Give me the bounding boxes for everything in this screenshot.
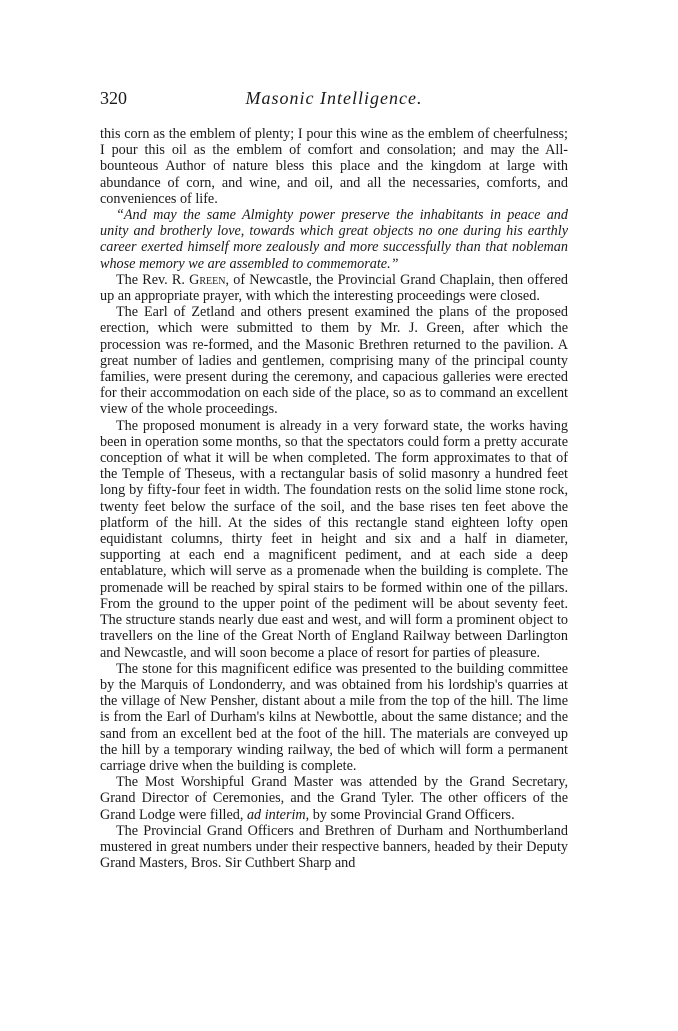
paragraph-grand-officers-suffix: , by some Provincial Grand Officers. (305, 806, 515, 823)
paragraph-chaplain-suffix: , of Newcastle, the Provincial Grand Chaplain, then offered up an appropriate prayer, with which the interesting proceedings were closed. (100, 271, 569, 305)
paragraph-chaplain-prefix: The Rev. R. (116, 271, 190, 288)
article-body (100, 126, 568, 871)
paragraph-libation: this corn as the emblem of plenty; I pour this wine as the emblem of cheerfulness; I pour this oil as the emblem of comfort and consolation; and may the All-bounteous Author of nature bless this place and the kingdom at large with abundance of corn, and wine, and oil, and all the necessaries, comforts, and conveniences of life. (100, 126, 568, 207)
paragraph-monument-description: The proposed monument is already in a very forward state, the works having been in operation some months, so that the spectators could form a pretty accurate conception of what it will be when completed. The form approximates to that of the Temple of Theseus, with a rectangular basis of solid masonry a hundred feet long by fifty-four feet in width. The foundation rests on the solid lime stone rock, twenty feet below the surface of the soil, and the base rises ten feet above the platform of the hill. At the sides of this rectangle stand eighteen lofty open equidistant columns, thirty feet in height and six and a half in diameter, supporting at each end a magnificent pediment, and at each side a deep entablature, which will serve as a promenade when the building is complete. The promenade will be reached by spiral stairs to be formed within one of the pillars. From the ground to the upper point of the pediment will be about seventy feet. The structure stands nearly due east and west, and will form a prominent object to travellers on the line of the Great North of England Railway between Darlington and Newcastle, and will soon become a place of resort for parties of pleasure. (100, 417, 568, 661)
running-title: Masonic Intelligence. (245, 88, 423, 108)
book-page (100, 88, 568, 871)
page-number: 320 (100, 88, 127, 108)
latin-phrase: ad interim (246, 806, 306, 823)
paragraph-plans-examined: The Earl of Zetland and others present examined the plans of the proposed erection, which were submitted to them by Mr. J. Green, after which the procession was re-formed, and the Masonic Brethren returned to the pavilion. A great number of ladies and gentlemen, comprising many of the principal county families, were present during the ceremony, and capacious galleries were erected for their accommodation on each side of the place, so as to command an excellent view of the whole proceedings. (100, 304, 568, 418)
running-head (100, 88, 568, 118)
paragraph-chaplain-prayer (100, 272, 568, 304)
chaplain-name: Green (189, 271, 226, 288)
paragraph-quotation: “And may the same Almighty power preserve the inhabitants in peace and unity and brotherly love, towards which great objects no one during his earthly career exerted himself more zealously and more successfully than that nobleman whose memory we are assembled to commemorate.” (100, 207, 568, 272)
paragraph-provincial-brethren: The Provincial Grand Officers and Brethren of Durham and Northumberland mustered in great numbers under their respective banners, headed by their Deputy Grand Masters, Bros. Sir Cuthbert Sharp and (100, 822, 568, 872)
paragraph-materials: The stone for this magnificent edifice was presented to the building committee by the Marquis of Londonderry, and was obtained from his lordship's quarries at the village of New Pensher, distant about a mile from the top of the hill. The lime is from the Earl of Durham's kilns at Newbottle, about the same distance; and the sand from an excellent bed at the foot of the hill. The materials are conveyed up the hill by a temporary winding railway, the bed of which will form a permanent carriage drive when the building is complete. (100, 660, 568, 774)
paragraph-grand-officers (100, 774, 568, 823)
paragraph-grand-officers-prefix: The Most Worshipful Grand Master was attended by the Grand Secretary, Grand Director of Ceremonies, and the Grand Tyler. The other officers of the Grand Lodge were filled, (100, 774, 568, 823)
